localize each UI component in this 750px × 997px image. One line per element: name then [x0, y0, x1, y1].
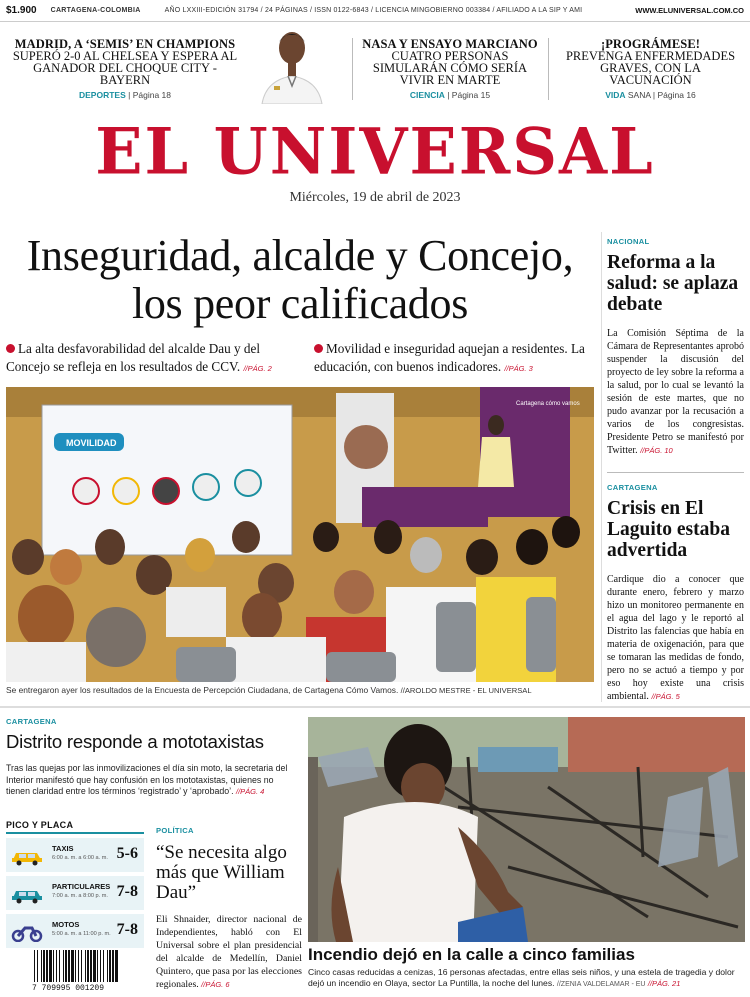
barcode-stripe: [53, 950, 54, 982]
car-icon: [10, 884, 44, 904]
plate-digits: 7-8: [116, 883, 138, 900]
story-politica[interactable]: [156, 826, 302, 991]
barcode-stripe: [78, 950, 79, 982]
pico-row-motos: [6, 914, 144, 948]
page-ref[interactable]: //PÁG. 21: [647, 979, 681, 989]
price: $1.900: [6, 5, 37, 16]
barcode-stripe: [49, 950, 52, 982]
teaser-text: CUATRO PERSONAS SIMULARÁN CÓMO SERÍA VIVIR EN MARTE: [372, 49, 528, 87]
page-ref[interactable]: //PÁG. 2: [243, 364, 272, 373]
barcode-stripe: [34, 950, 35, 982]
barcode-stripe: [65, 950, 67, 982]
section-kicker: POLÍTICA: [156, 826, 194, 835]
svg-text:Cartagena cómo vamos: Cartagena cómo vamos: [516, 401, 580, 407]
pico-row-particulares: [6, 876, 144, 910]
pico-y-placa-box: [6, 820, 144, 948]
bullet-icon: [314, 344, 323, 353]
barcode-stripe: [75, 950, 76, 982]
main-photo-caption: Se entregaron ayer los resultados de la Encuesta de Percepción Ciudadana, de Cartagena Cómo Vamos. //AROLDO MESTRE - EL UNIVERSAL: [6, 685, 532, 695]
story-body: La Comisión Séptima de la Cámara de Representantes aprobó suspender la discusión del proyecto de ley sobre la reforma a la salud, por lo cual se levantó la sesión de este martes, que no pudo avanzar por la recusación a varios de los congresistas. Presidente Petro se manifestó por Twitter. //PÁG. 10: [607, 328, 744, 456]
pico-row-taxis: [6, 838, 144, 872]
top-info-bar: [0, 0, 750, 22]
teaser-title: ¡PROGRÁMESE!: [600, 37, 701, 51]
section-kicker: CARTAGENA: [607, 483, 658, 492]
teaser-science[interactable]: [355, 38, 545, 100]
main-photo-conference: [6, 387, 594, 682]
main-headline[interactable]: Inseguridad, alcalde y Concejo, los peor calificados: [26, 231, 574, 328]
section-kicker: CARTAGENA: [6, 717, 57, 726]
pico-title: PICO Y PLACA: [6, 820, 144, 834]
hours-label: 6:00 a. m. a 6:00 a. m.: [52, 855, 108, 861]
vehicle-label: MOTOS: [52, 920, 80, 929]
vehicle-label: TAXIS: [52, 844, 74, 853]
barcode-stripe: [63, 950, 64, 982]
vehicle-label: PARTICULARES: [52, 882, 111, 891]
masthead-logo: EL UNIVERSAL: [95, 114, 655, 189]
barcode-stripe: [81, 950, 82, 982]
website-link[interactable]: WWW.ELUNIVERSAL.COM.CO: [635, 6, 744, 15]
hours-label: 5:00 a. m. a 11:00 p. m.: [52, 931, 111, 937]
plate-digits: 5-6: [116, 845, 138, 862]
fire-photo: [308, 717, 745, 942]
barcode-stripe: [87, 950, 89, 982]
teaser-section: VIDA SANA | Página 16: [605, 90, 696, 100]
svg-text:MOVILIDAD: MOVILIDAD: [66, 438, 117, 448]
page-ref[interactable]: //PÁG. 6: [201, 980, 230, 989]
barcode-stripe: [103, 950, 104, 982]
teaser-title: NASA Y ENSAYO MARCIANO: [362, 37, 538, 51]
story-laguito[interactable]: [607, 483, 744, 703]
story-body: Cardique dio a conocer que durante enero, febrero y marzo hizo un monitoreo permanente en el agua del lago y le reportó al Distrito las falencias que había en materia de oxigenación, para que se tomaran las medidas de fondo, pero no se actuó a tiempo y por eso hoy existe una crisis ambiental. //PÁG. 5: [607, 574, 744, 702]
barcode: [30, 948, 122, 992]
fire-headline[interactable]: Incendio dejó en la calle a cinco familias: [308, 945, 635, 964]
barcode-stripe: [112, 950, 114, 982]
barcode-stripe: [37, 950, 38, 982]
football-player-photo: [252, 24, 332, 104]
motorcycle-icon: [10, 922, 44, 942]
svg-text:7 709995 001209: 7 709995 001209: [32, 984, 105, 992]
page-ref[interactable]: //PÁG. 10: [640, 446, 673, 455]
bullet-icon: [6, 344, 15, 353]
story-title[interactable]: Reforma a la salud: se aplaza debate: [607, 252, 739, 315]
barcode-stripe: [46, 950, 48, 982]
fire-body: Cinco casas reducidas a cenizas, 16 personas afectadas, entre ellas seis niños, y una estela de tragedia y dolor dejó un incendio en Olaya, sector La Puntilla, la noche del lunes. //ZENIA VALDELAMAR - EU //PÁG. 21: [308, 967, 735, 989]
barcode-stripe: [115, 950, 118, 982]
page-ref[interactable]: //PÁG. 3: [504, 364, 533, 373]
column-divider: [601, 232, 602, 702]
teaser-section: CIENCIA | Página 15: [409, 90, 491, 100]
teaser-text: PREVENGA ENFERMEDADES GRAVES, CON LA VACUNACIÓN: [565, 49, 736, 87]
story-reforma-salud[interactable]: [607, 237, 744, 457]
divider: [607, 472, 744, 473]
taxi-icon: [10, 846, 44, 866]
barcode-stripe: [43, 950, 45, 982]
page-ref[interactable]: //PÁG. 5: [651, 692, 680, 701]
teasers-strip: [0, 28, 750, 104]
plate-digits: 7-8: [116, 921, 138, 938]
teaser-section: DEPORTES | Página 18: [79, 90, 171, 100]
edition-info: AÑO LXXIII-EDICIÓN 31794 / 24 PÁGINAS / ISSN 0122-6843 / LICENCIA MINGOBIERNO 003384 / AFILIADO A LA SIP Y AMI: [164, 7, 583, 14]
barcode-stripe: [68, 950, 70, 982]
story-title[interactable]: Distrito responde a mototaxistas: [6, 731, 264, 752]
edition-date: Miércoles, 19 de abril de 2023: [289, 190, 461, 205]
barcode-stripe: [107, 950, 108, 982]
story-body: Eli Shnaider, director nacional de Independientes, habló con El Universal sobre el plan presidencial del alcalde de Medellín, Daniel Quintero, que pasa por las elecciones regionales. //PÁG. 6: [156, 914, 302, 990]
story-body: Tras las quejas por las inmovilizaciones el día sin moto, la secretaria del Interior manifestó que hay confusión en los mototaxistas, quienes no tienen claridad entre los términos ‘registrado’ y ‘aprobado’. //PÁG. 4: [6, 763, 288, 796]
photo-credit: //ZENIA VALDELAMAR - EU: [556, 981, 646, 989]
barcode-stripe: [90, 950, 92, 982]
barcode-stripe: [85, 950, 86, 982]
barcode-stripe: [71, 950, 74, 982]
story-title[interactable]: “Se necesita algo más que William Dau”: [156, 842, 287, 903]
teaser-health[interactable]: [558, 38, 743, 100]
divider: [0, 706, 750, 708]
teaser-title: MADRID, A ‘SEMIS’ EN CHAMPIONS: [14, 37, 236, 51]
barcode-stripe: [97, 950, 98, 982]
hours-label: 7:00 a. m. a 8:00 p. m.: [52, 893, 108, 899]
section-kicker: NACIONAL: [607, 237, 650, 246]
teaser-sports[interactable]: [10, 38, 240, 100]
divider: [352, 38, 353, 100]
barcode-stripe: [93, 950, 96, 982]
main-subhead-1: La alta desfavorabilidad del alcalde Dau y del Concejo se refleja en los resultados de CCV. //PÁG. 2: [6, 341, 272, 374]
main-subhead-2: Movilidad e inseguridad aquejan a residentes. La educación, con buenos indicadores. //PÁG. 3: [314, 341, 585, 374]
photo-credit: //AROLDO MESTRE - EL UNIVERSAL: [400, 686, 532, 695]
barcode-stripe: [109, 950, 111, 982]
barcode-stripe: [100, 950, 101, 982]
barcode-stripe: [41, 950, 42, 982]
story-title[interactable]: Crisis en El Laguito estaba advertida: [607, 498, 730, 561]
page-ref[interactable]: //PÁG. 4: [236, 787, 265, 796]
story-mototaxistas[interactable]: [6, 717, 298, 798]
teaser-text: SUPERÓ 2-0 AL CHELSEA Y ESPERA AL GANADOR DEL CHOQUE CITY - BAYERN: [12, 49, 238, 87]
barcode-stripe: [56, 950, 57, 982]
city-label: CARTAGENA-COLOMBIA: [50, 7, 141, 14]
divider: [548, 38, 549, 100]
barcode-stripe: [59, 950, 60, 982]
